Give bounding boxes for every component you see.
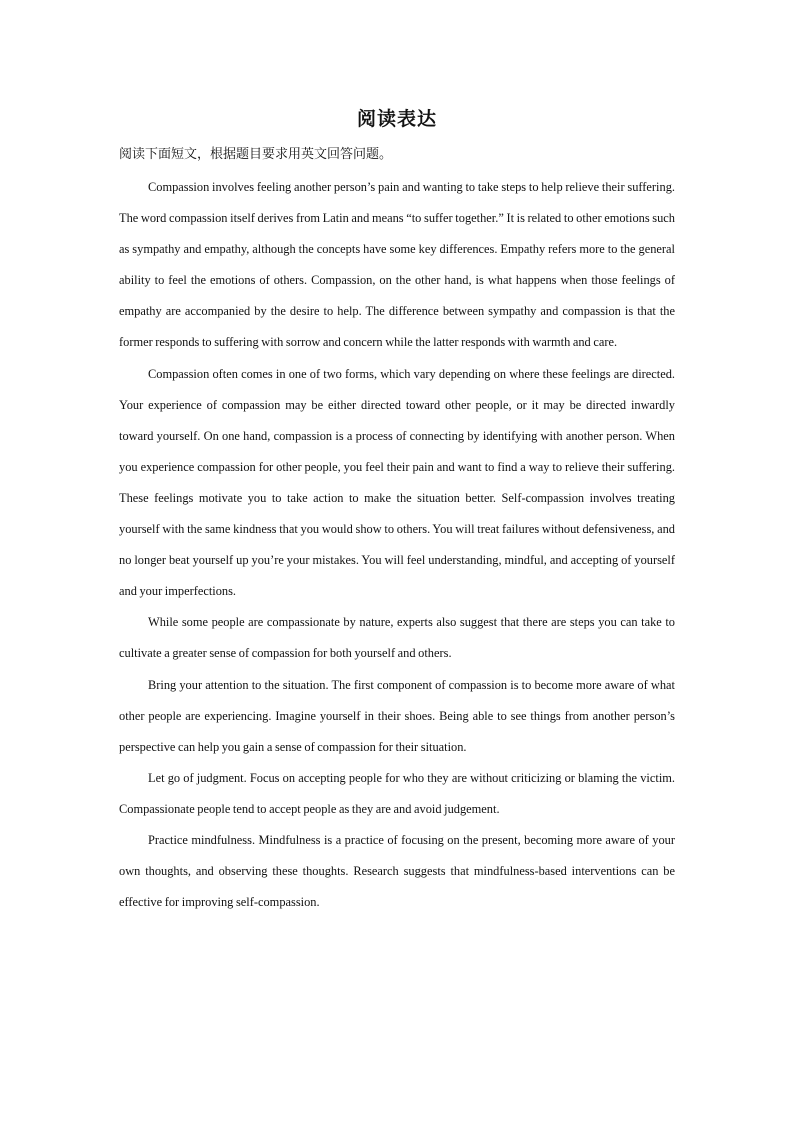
instruction-text: 阅读下面短文，根据题目要求用英文回答问题。 — [119, 147, 393, 162]
paragraph: Bring your attention to the situation. The first component of compassion is to become more aware of what other people are experiencing. Imagine yourself in their shoes. Being able to see things from another person’s perspective can help you gain a sense of compassion for their situation. — [119, 677, 675, 754]
page-title: 阅读表达 — [356, 108, 437, 130]
paragraph: Compassion often comes in one of two forms, which vary depending on where these feelings are directed. Your experience of compassion may be either directed toward other people, or it may be directed inwardly toward yourself. On one hand, compassion is a process of connecting by identifying with another person. When you experience compassion for other people, you feel their pain and want to find a way to relieve their suffering. These feelings motivate you to take action to make the situation better. Self-compassion involves treating yourself with the same kindness that you would show to others. You will treat failures without defensiveness, and no longer beat yourself up you’re your mistakes. You will feel understanding, mindful, and accepting of yourself and your imperfections. — [119, 366, 675, 599]
paragraph: Let go of judgment. Focus on accepting people for who they are without criticizing or blaming the victim. Compassionate people tend to accept people as they are and avoid judgement. — [119, 770, 675, 816]
passage-body — [119, 172, 675, 918]
paragraph: Compassion involves feeling another person’s pain and wanting to take steps to help relieve their suffering. The word compassion itself derives from Latin and means “to suffer together.” It is related to other emotions such as sympathy and empathy, although the concepts have some key differences. Empathy refers more to the general ability to feel the emotions of others. Compassion, on the other hand, is what happens when those feelings of empathy are accompanied by the desire to help. The difference between sympathy and compassion is that the former responds to suffering with sorrow and concern while the latter responds with warmth and care. — [119, 180, 675, 350]
paragraph: While some people are compassionate by nature, experts also suggest that there are steps you can take to cultivate a greater sense of compassion for both yourself and others. — [119, 615, 675, 661]
paragraph: Practice mindfulness. Mindfulness is a practice of focusing on the present, becoming more aware of your own thoughts, and observing these thoughts. Research suggests that mindfulness-based interventions can be effective for improving self-compassion. — [119, 832, 675, 910]
